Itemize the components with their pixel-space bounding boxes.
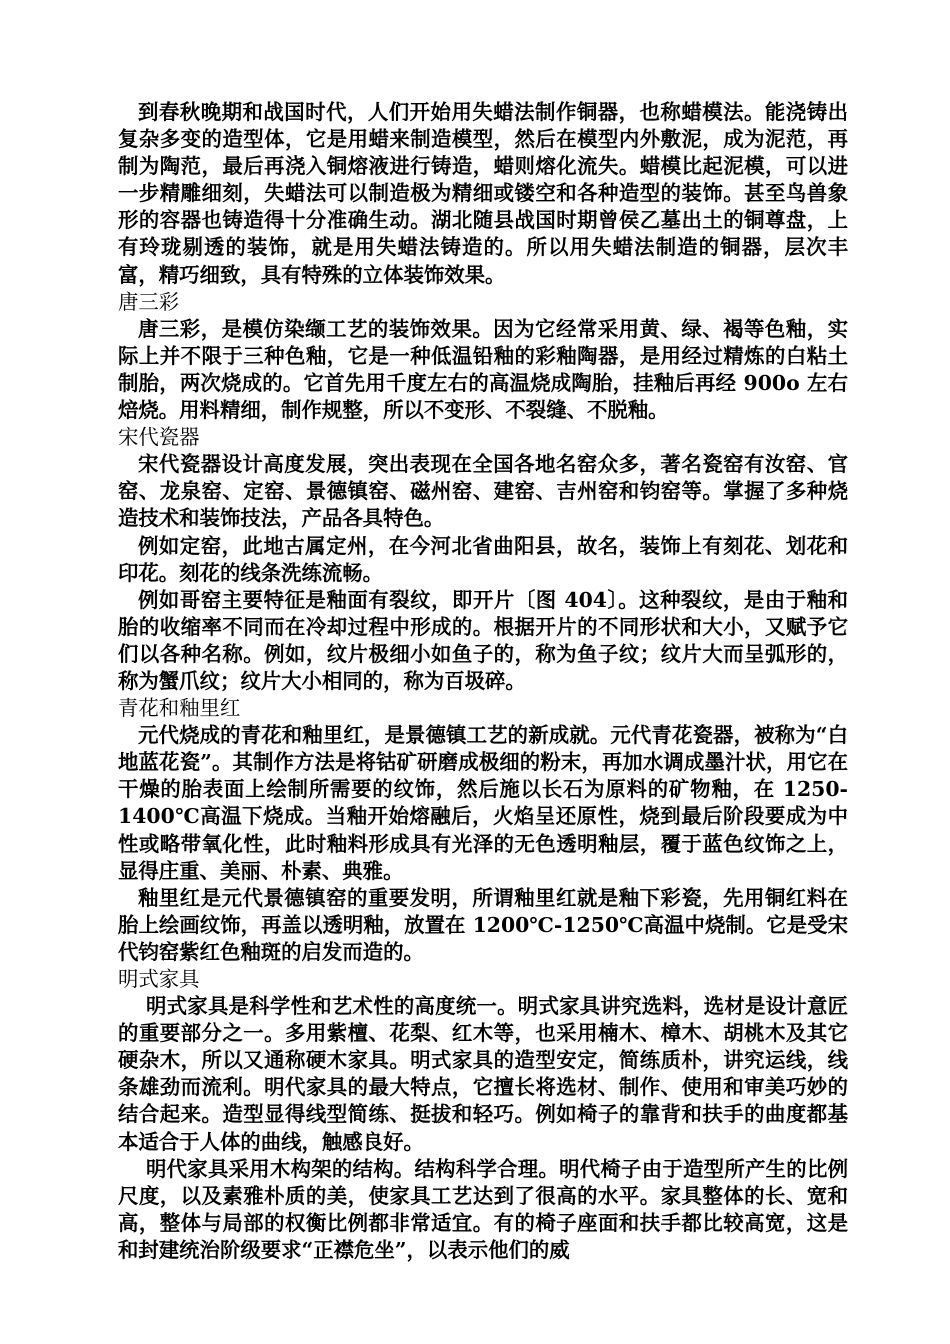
paragraph-lost-wax-casting: 到春秋晚期和战国时代，人们开始用失蜡法制作铜器，也称蜡模法。能浇铸出复杂多变的造型体，它是用蜡来制造模型，然后在模型内外敷泥，成为泥范，再制为陶范，最后再浇入铜熔液进行铸造，蜡则熔化流失。蜡模比起泥模，可以进一步精雕细刻，失蜡法可以制造极为精细或镂空和各种造型的装饰。甚至鸟兽象形的容器也铸造得十分准确生动。湖北随县战国时期曾侯乙墓出土的铜尊盘，上有玲珑剔透的装饰，就是用失蜡法铸造的。所以用失蜡法制造的铜器，层次丰富，精巧细致，具有特殊的立体装饰效果。 bbox=[118, 100, 848, 287]
heading-song-porcelain: 宋代瓷器 bbox=[118, 425, 200, 450]
heading-blue-white-underglaze-red: 青花和釉里红 bbox=[118, 696, 241, 721]
paragraph-song-kilns: 宋代瓷器设计高度发展，突出表现在全国各地名窑众多，著名瓷窑有汝窑、官窑、龙泉窑、定窑、景德镇窑、磁州窑、建窑、吉州窑和钧窑等。掌握了多种烧造技术和装饰技法，产品各具特色。 bbox=[118, 452, 848, 531]
paragraph-blue-white: 元代烧成的青花和釉里红，是景德镇工艺的新成就。元代青花瓷器，被称为“白地蓝花瓷”。其制作方法是将钴矿研磨成极细的粉末，再加水调成墨汁状，用它在干燥的胎表面上绘制所需要的纹饰，然后施以长石为原料的矿物釉，在 1250-1400℃高温下烧成。当釉开始熔融后，火焰呈还原性，烧到最后阶段要成为中性或略带氧化性，此时釉料形成具有光泽的无色透明釉层，覆于蓝色纹饰之上，显得庄重、美丽、朴素、典雅。 bbox=[118, 723, 848, 883]
paragraph-ming-furniture-structure: 明代家具采用木构架的结构。结构科学合理。明代椅子由于造型所产生的比例尺度，以及素雅朴质的美，使家具工艺达到了很高的水平。家具整体的长、宽和高，整体与局部的权衡比例都非常适宜。有的椅子座面和扶手都比较高宽，这是和封建统治阶级要求“正襟危坐”，以表示他们的威 bbox=[118, 1156, 848, 1262]
heading-tang-sancai: 唐三彩 bbox=[118, 289, 180, 314]
paragraph-ge-kiln: 例如哥窑主要特征是釉面有裂纹，即开片〔图 404〕。这种裂纹，是由于釉和胎的收缩率不同而在冷却过程中形成的。根据开片的不同形状和大小，又赋予它们以各种名称。例如，纹片极细小如鱼子的，称为鱼子纹；纹片大而呈弧形的，称为蟹爪纹；纹片大小相同的，称为百圾碎。 bbox=[118, 587, 848, 693]
paragraph-tang-sancai: 唐三彩，是模仿染缬工艺的装饰效果。因为它经常采用黄、绿、褐等色釉，实际上并不限于三种色釉，它是一种低温铅釉的彩釉陶器，是用经过精炼的白粘土制胎，两次烧成的。它首先用千度左右的高温烧成陶胎，挂釉后再经 900o 左右焙烧。用料精细，制作规整，所以不变形、不裂缝、不脱釉。 bbox=[118, 316, 848, 423]
heading-ming-furniture: 明式家具 bbox=[118, 967, 200, 991]
document-page bbox=[118, 99, 848, 1264]
paragraph-ding-kiln: 例如定窑，此地古属定州，在今河北省曲阳县，故名，装饰上有刻花、划花和印花。刻花的线条洗练流畅。 bbox=[118, 533, 848, 585]
paragraph-ming-furniture-materials: 明式家具是科学性和艺术性的高度统一。明式家具讲究选料，选材是设计意匠的重要部分之一。多用紫檀、花梨、红木等，也采用楠木、樟木、胡桃木及其它硬杂木，所以又通称硬木家具。明式家具的造型安定，简练质朴，讲究运线，线条雄劲而流利。明代家具的最大特点，它擅长将选材、制作、使用和审美巧妙的结合起来。造型显得线型简练、挺拔和轻巧。例如椅子的靠背和扶手的曲度都基本适合于人体的曲线，触感良好。 bbox=[118, 994, 848, 1154]
paragraph-underglaze-red: 釉里红是元代景德镇窑的重要发明，所谓釉里红就是釉下彩瓷，先用铜红料在胎上绘画纹饰，再盖以透明釉，放置在 1200℃-1250℃高温中烧制。它是受宋代钧窑紫红色釉斑的启发而造的。 bbox=[118, 885, 848, 964]
